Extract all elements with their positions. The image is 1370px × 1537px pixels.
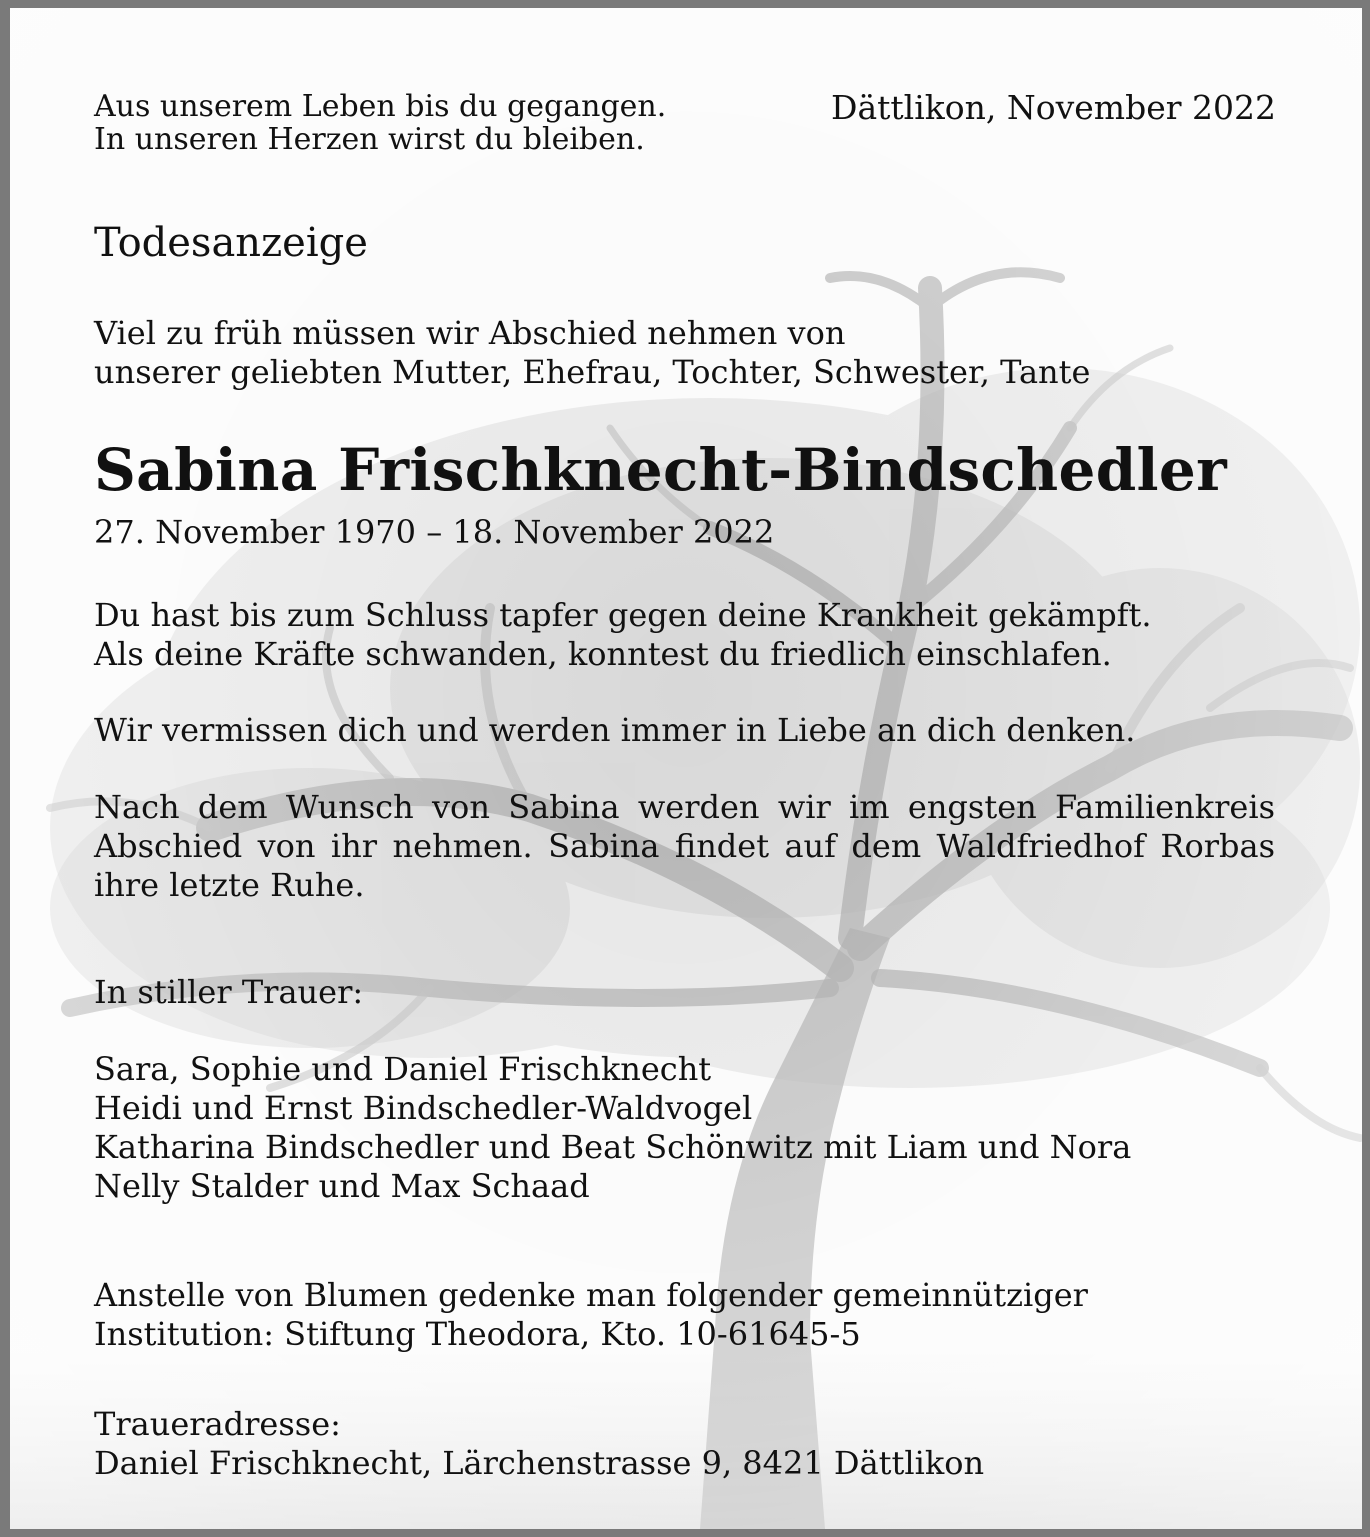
paragraph-line: Als deine Kräfte schwanden, konntest du friedlich einschlafen. (94, 635, 1112, 673)
donation-line-2: Institution: Stiftung Theodora, Kto. 10-61645-5 (94, 1315, 861, 1353)
obituary-notice (10, 8, 1362, 1529)
motto-line-1: Aus unserem Leben bis du gegangen. (94, 89, 667, 124)
intro-line-2: unserer geliebten Mutter, Ehefrau, Tochter, Schwester, Tante (94, 353, 1091, 391)
motto-line-2: In unseren Herzen wirst du bleiben. (94, 122, 645, 157)
notice-heading: Todesanzeige (94, 220, 368, 266)
mourner-entry: Katharina Bindschedler und Beat Schönwitz mit Liam und Nora (94, 1128, 1132, 1166)
mourners-list (94, 1050, 1131, 1206)
mourner-entry: Nelly Stalder und Max Schaad (94, 1167, 590, 1205)
life-dates: 27. November 1970 – 18. November 2022 (94, 513, 775, 551)
place-date: Dättlikon, November 2022 (831, 88, 1276, 127)
motto (94, 90, 666, 156)
donation-line-1: Anstelle von Blumen gedenke man folgender gemeinnütziger (94, 1276, 1088, 1314)
address-label: Traueradresse: (94, 1405, 341, 1443)
paragraph-line: Nach dem Wunsch von Sabina werden wir im engsten Familienkreis (94, 788, 1275, 826)
paragraph-remembrance: Wir vermissen dich und werden immer in Liebe an dich denken. (94, 711, 1136, 749)
mourner-entry: Heidi und Ernst Bindschedler-Waldvogel (94, 1089, 753, 1127)
deceased-name: Sabina Frischknecht-Bindschedler (94, 436, 1227, 504)
mourning-label: In stiller Trauer: (94, 973, 364, 1011)
paragraph-line: ihre letzte Ruhe. (94, 866, 365, 904)
mourner-entry: Sara, Sophie und Daniel Frischknecht (94, 1050, 712, 1088)
intro-text (94, 314, 1090, 392)
address-value: Daniel Frischknecht, Lärchenstrasse 9, 8421 Dättlikon (94, 1444, 985, 1482)
paragraph-line: Abschied von ihr nehmen. Sabina findet auf dem Waldfriedhof Rorbas (94, 827, 1275, 865)
donation-note (94, 1276, 1088, 1354)
paragraph-farewell (94, 788, 1275, 905)
intro-line-1: Viel zu früh müssen wir Abschied nehmen von (94, 314, 846, 352)
paragraph-struggle (94, 596, 1152, 674)
paragraph-line: Du hast bis zum Schluss tapfer gegen deine Krankheit gekämpft. (94, 596, 1152, 634)
mourning-address (94, 1405, 984, 1483)
